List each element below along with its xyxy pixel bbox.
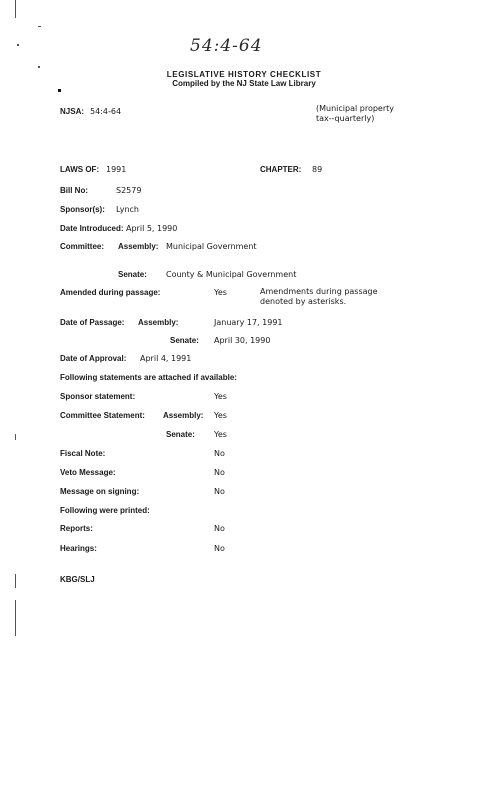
chapter-label: CHAPTER: bbox=[260, 165, 302, 174]
committee-assembly-label: Assembly: bbox=[118, 242, 159, 251]
sponsor-statement-label: Sponsor statement: bbox=[60, 392, 136, 401]
scan-mark bbox=[38, 66, 40, 68]
printed-heading: Following were printed: bbox=[60, 506, 150, 515]
scan-mark bbox=[17, 44, 19, 46]
committee-senate-label: Senate: bbox=[118, 270, 147, 279]
passage-senate-value: April 30, 1990 bbox=[214, 336, 271, 345]
scan-mark bbox=[38, 26, 41, 27]
sponsors-label: Sponsor(s): bbox=[60, 205, 105, 214]
veto-message-value: No bbox=[214, 468, 225, 477]
approval-label: Date of Approval: bbox=[60, 354, 127, 363]
chapter-value: 89 bbox=[312, 165, 323, 174]
handwritten-number: 54:4-64 bbox=[190, 36, 263, 56]
passage-label: Date of Passage: bbox=[60, 318, 125, 327]
committee-statement-senate-label: Senate: bbox=[166, 430, 195, 439]
sponsor-statement-value: Yes bbox=[214, 392, 227, 401]
committee-statement-assembly-value: Yes bbox=[214, 411, 227, 420]
document-subtitle: Compiled by the NJ State Law Library bbox=[172, 79, 316, 88]
passage-senate-label: Senate: bbox=[170, 336, 199, 345]
committee-statement-senate-value: Yes bbox=[214, 430, 227, 439]
fiscal-note-label: Fiscal Note: bbox=[60, 449, 106, 458]
laws-of-label: LAWS OF: bbox=[60, 165, 100, 174]
hearings-label: Hearings: bbox=[60, 544, 97, 553]
committee-statement-label: Committee Statement: bbox=[60, 411, 145, 420]
message-on-signing-value: No bbox=[214, 487, 225, 496]
njsa-label: NJSA: bbox=[60, 107, 85, 116]
veto-message-label: Veto Message: bbox=[60, 468, 116, 477]
njsa-value: 54:4-64 bbox=[90, 107, 122, 116]
hearings-value: No bbox=[214, 544, 225, 553]
approval-value: April 4, 1991 bbox=[140, 354, 192, 363]
amended-note: Amendments during passage denoted by asterisks. bbox=[260, 287, 378, 306]
message-on-signing-label: Message on signing: bbox=[60, 487, 140, 496]
date-introduced-value: April 5, 1990 bbox=[126, 224, 178, 233]
fiscal-note-value: No bbox=[214, 449, 225, 458]
passage-assembly-label: Assembly: bbox=[138, 318, 179, 327]
amended-label: Amended during passage: bbox=[60, 288, 161, 297]
initials: KBG/SLJ bbox=[60, 575, 95, 584]
committee-label: Committee: bbox=[60, 242, 105, 251]
scan-mark bbox=[15, 574, 16, 588]
bill-no-label: Bill No: bbox=[60, 186, 88, 195]
passage-assembly-value: January 17, 1991 bbox=[214, 318, 283, 327]
reports-value: No bbox=[214, 524, 225, 533]
scan-mark bbox=[58, 89, 61, 92]
committee-senate-value: County & Municipal Government bbox=[166, 270, 297, 279]
date-introduced-label: Date Introduced: bbox=[60, 224, 124, 233]
document-title: LEGISLATIVE HISTORY CHECKLIST bbox=[166, 70, 322, 79]
scan-mark bbox=[15, 434, 16, 440]
amended-value: Yes bbox=[214, 288, 227, 297]
committee-assembly-value: Municipal Government bbox=[166, 242, 257, 251]
sponsors-value: Lynch bbox=[116, 205, 139, 214]
reports-label: Reports: bbox=[60, 524, 93, 533]
bill-no-value: S2579 bbox=[116, 186, 142, 195]
scan-mark bbox=[15, 600, 16, 636]
attached-heading: Following statements are attached if available: bbox=[60, 373, 237, 382]
laws-of-value: 1991 bbox=[106, 165, 127, 174]
njsa-note: (Municipal property tax--quarterly) bbox=[316, 104, 394, 123]
committee-statement-assembly-label: Assembly: bbox=[163, 411, 204, 420]
scan-mark bbox=[15, 0, 16, 18]
